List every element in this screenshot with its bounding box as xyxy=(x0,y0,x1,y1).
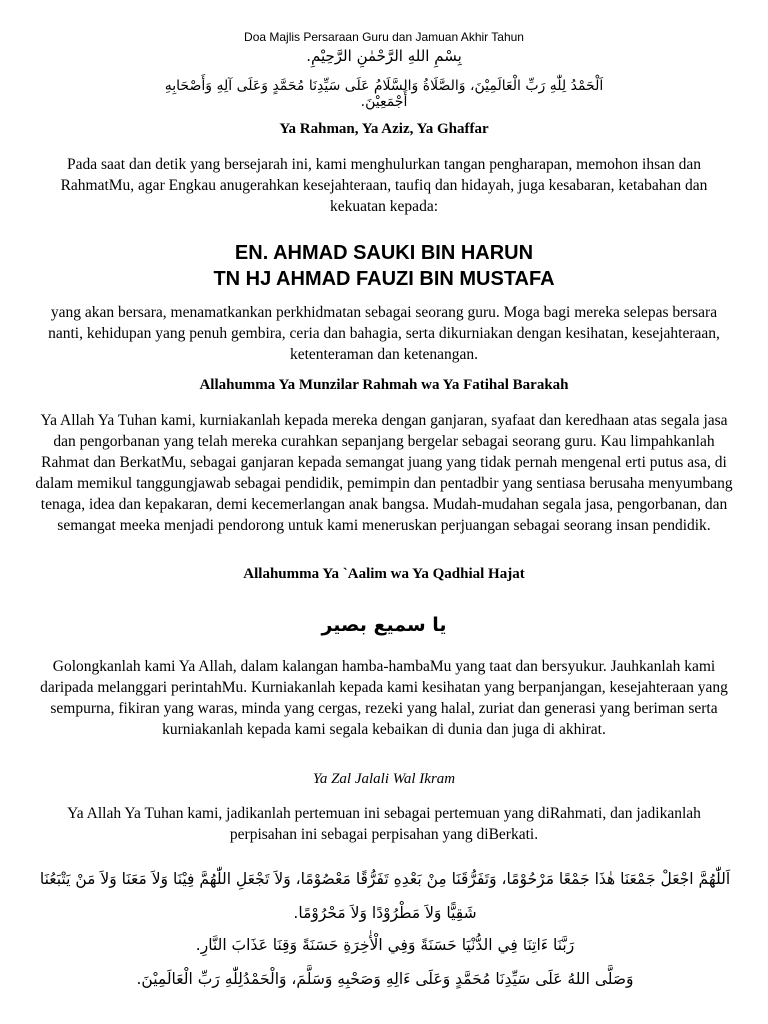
heading-aalim: Allahumma Ya `Aalim wa Ya Qadhial Hajat xyxy=(243,566,525,582)
alhamdu-text: اَلْحَمْدُ لِلّٰهِ رَبِّ الْعَالَمِيْنَ، وَالصَّلَاةُ وَالسَّلَامُ عَلَى سَيِّدِنَا مُحَمَّدٍ وَعَلَى آلِهِ وَأَصْحَابِهِ أَجْمَعِيْنَ. xyxy=(164,78,604,110)
paragraph-ganjaran: Ya Allah Ya Tuhan kami, kurniakanlah kepada mereka dengan ganjaran, syafaat dan keredhaan atas segala jasa dan pengorbanan yang telah mereka curahkan sepanjang bergelar sebagai seorang guru. Kau limpahkanlah Rahmat dan BerkatMu, sebagai ganjaran kepada semangat juang yang tidak pernah mengenal erti putus asa, di dalam memikul tanggungjawab sebagai pendidik, pemimpin dan pentadbir yang sentiasa berusaha menyumbang tenaga, idea dan kepakaran, demi kecemerlangan anak bangsa. Mudah-mudahan segala jasa, pengorbanan, dan semangat meeka menjadi pendorong untuk kami meneruskan perjuangan sebagai seorang insan pendidik. xyxy=(35,412,733,534)
arabic-doa-1: اَللّٰهُمَّ اجْعَلْ جَمْعَنَا هٰذَا جَمْعًا مَرْحُوْمًا، وَتَفَرُّقَنَا مِنْ بَعْدِهِ تَفَرُّقًا مَعْصُوْمًا، وَلاَ تَجْعَلِ اللّٰهُمَّ فِيْنَا وَلاَ مَعَنَا وَلاَ مَنْ يَتْبَعُنَا شَقِيًّا وَلاَ مَطْرُوْدًا وَلاَ مَحْرُوْمًا. xyxy=(39,870,731,922)
arabic-doa-3: وَصَلَّى اللهُ عَلَى سَيِّدِنَا مُحَمَّدٍ وَعَلَى ءَالِهِ وَصَحْبِهِ وَسَلَّمَ، وَالْحَمْدُلِلّٰهِ رَبِّ الْعَالَمِيْنَ. xyxy=(136,970,634,988)
bismillah-text: بِسْمِ اللهِ الرَّحْمٰنِ الرَّحِيْمِ. xyxy=(306,47,462,65)
retiree-names xyxy=(0,240,768,292)
paragraph-pertemuan: Ya Allah Ya Tuhan kami, jadikanlah pertemuan ini sebagai pertemuan yang diRahmati, dan jadikanlah perpisahan ini sebagai perpisahan yang diBerkati. xyxy=(67,805,701,843)
paragraph-opening: Pada saat dan detik yang bersejarah ini, kami menghulurkan tangan pengharapan, memohon ihsan dan RahmatMu, agar Engkau anugerahkan kesejahteraan, taufiq dan hidayah, juga kesabaran, ketabahan dan kekuatan kepada: xyxy=(60,156,708,215)
heading-ya-rahman: Ya Rahman, Ya Aziz, Ya Ghaffar xyxy=(279,121,489,137)
retiree-name-1: EN. AHMAD SAUKI BIN HARUN xyxy=(234,242,534,264)
retiree-name-2: TN HJ AHMAD FAUZI BIN MUSTAFA xyxy=(213,268,555,290)
paragraph-retirement: yang akan bersara, menamatkankan perkhidmatan sebagai seorang guru. Moga bagi mereka selepas bersara nanti, kehidupan yang penuh gembira, ceria dan bahagia, serta dikurniakan dengan kesihatan, kesejahteraan, ketenteraman dan ketenangan. xyxy=(48,304,720,363)
arabic-ya-sami: يا سميع بصير xyxy=(321,614,447,636)
document-title: Doa Majlis Persaraan Guru dan Jamuan Akhir Tahun xyxy=(244,30,524,44)
arabic-doa-2: رَبَّنَا ءَاتِنَا فِي الدُّنْيَا حَسَنَةً وَفِي الْأٰخِرَةِ حَسَنَةً وَقِنَا عَذَابَ النَّارِ. xyxy=(195,936,575,954)
heading-munzilar-rahmah: Allahumma Ya Munzilar Rahmah wa Ya Fatihal Barakah xyxy=(199,377,569,393)
heading-zal-jalali: Ya Zal Jalali Wal Ikram xyxy=(312,771,456,787)
paragraph-golongkanlah: Golongkanlah kami Ya Allah, dalam kalangan hamba-hambaMu yang taat dan bersyukur. Jauhkanlah kami daripada melanggari perintahMu. Kurniakanlah kepada kami kesihatan yang berpanjangan, kesejahteraan yang sempurna, fikiran yang waras, minda yang cergas, rezeki yang halal, zuriat dan generasi yang beriman serta kurniakanlah kepada kami segala kebaikan di dunia dan juga di akhirat. xyxy=(40,658,728,738)
